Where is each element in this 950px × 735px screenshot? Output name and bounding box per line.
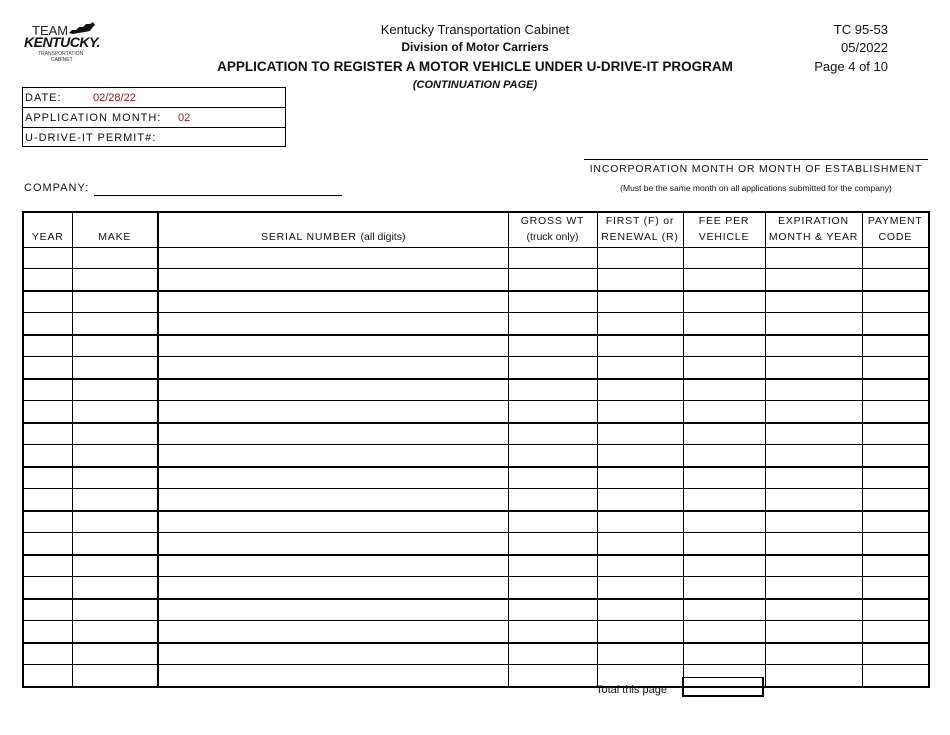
- application-month-label: APPLICATION MONTH:: [25, 112, 162, 124]
- payment-code-cell[interactable]: [862, 247, 929, 269]
- fee-cell[interactable]: [683, 269, 765, 291]
- make-header: MAKE: [72, 212, 158, 247]
- expiration-cell[interactable]: [765, 621, 862, 643]
- expiration-cell[interactable]: [765, 401, 862, 423]
- first-renewal-cell[interactable]: [597, 621, 683, 643]
- first-renewal-cell[interactable]: [597, 511, 683, 533]
- fee-cell[interactable]: [683, 313, 765, 335]
- gross-weight-cell[interactable]: [508, 511, 597, 533]
- table-row: [23, 247, 929, 269]
- make-cell[interactable]: [72, 665, 158, 687]
- serial-number-cell[interactable]: [158, 423, 508, 445]
- fee-cell[interactable]: [683, 533, 765, 555]
- make-cell[interactable]: [72, 445, 158, 467]
- payment-code-cell[interactable]: [862, 291, 929, 313]
- serial-number-cell[interactable]: [158, 313, 508, 335]
- fee-cell[interactable]: [683, 643, 765, 665]
- gross-weight-cell[interactable]: [508, 401, 597, 423]
- year-cell[interactable]: [23, 621, 72, 643]
- gross-weight-cell[interactable]: [508, 555, 597, 577]
- expiration-cell[interactable]: [765, 445, 862, 467]
- table-row: [23, 599, 929, 621]
- make-cell[interactable]: [72, 489, 158, 511]
- vehicle-table: [22, 211, 930, 688]
- payment-code-cell[interactable]: [862, 621, 929, 643]
- serial-number-cell[interactable]: [158, 643, 508, 665]
- expiration-cell[interactable]: [765, 379, 862, 401]
- date-field[interactable]: 02/28/22: [93, 92, 136, 104]
- table-row: [23, 665, 929, 687]
- payment-code-cell[interactable]: [862, 489, 929, 511]
- table-row: [23, 555, 929, 577]
- table-row: [23, 445, 929, 467]
- year-cell[interactable]: [23, 489, 72, 511]
- gross-weight-cell[interactable]: [508, 269, 597, 291]
- first-renewal-cell[interactable]: [597, 357, 683, 379]
- gross-weight-cell[interactable]: [508, 423, 597, 445]
- first-renewal-cell[interactable]: [597, 445, 683, 467]
- table-row: [23, 357, 929, 379]
- date-label: DATE:: [25, 92, 62, 104]
- agency-name: Kentucky Transportation Cabinet: [380, 22, 570, 37]
- first-renewal-cell[interactable]: [597, 291, 683, 313]
- payment-code-cell[interactable]: [862, 357, 929, 379]
- payment-code-cell[interactable]: [862, 577, 929, 599]
- payment-code-cell[interactable]: [862, 313, 929, 335]
- year-cell[interactable]: [23, 533, 72, 555]
- year-cell[interactable]: [23, 335, 72, 357]
- page-indicator: Page 4 of 10: [814, 59, 888, 74]
- payment-code-cell[interactable]: [862, 269, 929, 291]
- year-cell[interactable]: [23, 247, 72, 269]
- year-cell[interactable]: [23, 291, 72, 313]
- gross-weight-cell[interactable]: [508, 247, 597, 269]
- first-renewal-cell[interactable]: [597, 379, 683, 401]
- total-this-page-field[interactable]: [682, 677, 764, 697]
- serial-number-cell[interactable]: [158, 357, 508, 379]
- payment-code-cell[interactable]: [862, 665, 929, 687]
- first-renewal-cell[interactable]: [597, 269, 683, 291]
- make-cell[interactable]: [72, 313, 158, 335]
- payment-code-cell[interactable]: [862, 467, 929, 489]
- gross-weight-cell[interactable]: [508, 467, 597, 489]
- expiration-cell[interactable]: [765, 357, 862, 379]
- company-field[interactable]: [94, 195, 342, 196]
- fee-cell[interactable]: [683, 357, 765, 379]
- table-row: [23, 577, 929, 599]
- fee-cell[interactable]: [683, 401, 765, 423]
- expiration-cell[interactable]: [765, 599, 862, 621]
- expiration-cell[interactable]: [765, 313, 862, 335]
- serial-number-cell[interactable]: [158, 555, 508, 577]
- payment-code-cell[interactable]: [862, 445, 929, 467]
- gross-weight-cell[interactable]: [508, 291, 597, 313]
- year-cell[interactable]: [23, 665, 72, 687]
- logo-team-text: TEAM: [32, 23, 69, 38]
- first-renewal-cell[interactable]: [597, 533, 683, 555]
- first-renewal-cell[interactable]: [597, 599, 683, 621]
- serial-number-cell[interactable]: [158, 291, 508, 313]
- logo-transportation-text: TRANSPORTATION: [38, 51, 84, 57]
- payment-code-cell[interactable]: [862, 599, 929, 621]
- year-cell[interactable]: [23, 511, 72, 533]
- first-renewal-cell[interactable]: [597, 467, 683, 489]
- gross-weight-cell[interactable]: [508, 335, 597, 357]
- table-row: [23, 401, 929, 423]
- make-cell[interactable]: [72, 247, 158, 269]
- year-cell[interactable]: [23, 313, 72, 335]
- first-renewal-cell[interactable]: [597, 423, 683, 445]
- fee-per-vehicle-header: FEE PER VEHICLE: [683, 212, 765, 247]
- serial-number-cell[interactable]: [158, 599, 508, 621]
- serial-number-cell[interactable]: [158, 379, 508, 401]
- table-row: [23, 423, 929, 445]
- form-title: APPLICATION TO REGISTER A MOTOR VEHICLE UNDER U-DRIVE-IT PROGRAM: [217, 59, 733, 74]
- table-row: [23, 291, 929, 313]
- serial-number-cell[interactable]: [158, 247, 508, 269]
- make-cell[interactable]: [72, 423, 158, 445]
- expiration-cell[interactable]: [765, 577, 862, 599]
- permit-label: U-DRIVE-IT PERMIT#:: [25, 132, 157, 144]
- serial-number-header: SERIAL NUMBER (all digits): [158, 212, 508, 247]
- fee-cell[interactable]: [683, 467, 765, 489]
- form-subtitle: (CONTINUATION PAGE): [412, 79, 538, 91]
- payment-code-cell[interactable]: [862, 335, 929, 357]
- date-row[interactable]: [23, 88, 285, 108]
- payment-code-cell[interactable]: [862, 533, 929, 555]
- form-revision: 05/2022: [841, 40, 888, 55]
- company-label: COMPANY:: [24, 182, 90, 194]
- gross-weight-cell[interactable]: [508, 379, 597, 401]
- make-cell[interactable]: [72, 401, 158, 423]
- fee-cell[interactable]: [683, 621, 765, 643]
- gross-weight-cell[interactable]: [508, 599, 597, 621]
- first-renewal-header: FIRST (F) or RENEWAL (R): [597, 212, 683, 247]
- fee-cell[interactable]: [683, 489, 765, 511]
- expiration-cell[interactable]: [765, 489, 862, 511]
- fee-cell[interactable]: [683, 379, 765, 401]
- serial-number-cell[interactable]: [158, 665, 508, 687]
- fee-cell[interactable]: [683, 511, 765, 533]
- gross-weight-cell[interactable]: [508, 621, 597, 643]
- first-renewal-cell[interactable]: [597, 313, 683, 335]
- payment-code-cell[interactable]: [862, 423, 929, 445]
- expiration-cell[interactable]: [765, 423, 862, 445]
- first-renewal-cell[interactable]: [597, 247, 683, 269]
- make-cell[interactable]: [72, 467, 158, 489]
- first-renewal-cell[interactable]: [597, 577, 683, 599]
- table-row: [23, 643, 929, 665]
- serial-number-cell[interactable]: [158, 577, 508, 599]
- year-cell[interactable]: [23, 423, 72, 445]
- serial-number-cell[interactable]: [158, 269, 508, 291]
- first-renewal-cell[interactable]: [597, 335, 683, 357]
- make-cell[interactable]: [72, 379, 158, 401]
- year-cell[interactable]: [23, 555, 72, 577]
- gross-weight-cell[interactable]: [508, 533, 597, 555]
- make-cell[interactable]: [72, 643, 158, 665]
- table-row: [23, 269, 929, 291]
- logo-cabinet-text: CABINET: [51, 57, 73, 63]
- year-cell[interactable]: [23, 401, 72, 423]
- make-cell[interactable]: [72, 621, 158, 643]
- fee-cell[interactable]: [683, 555, 765, 577]
- make-cell[interactable]: [72, 599, 158, 621]
- make-cell[interactable]: [72, 577, 158, 599]
- make-cell[interactable]: [72, 269, 158, 291]
- gross-weight-cell[interactable]: [508, 313, 597, 335]
- total-this-page-label: Total this page: [596, 684, 667, 696]
- fee-cell[interactable]: [683, 335, 765, 357]
- gross-weight-cell[interactable]: [508, 445, 597, 467]
- expiration-cell[interactable]: [765, 643, 862, 665]
- payment-code-cell[interactable]: [862, 555, 929, 577]
- serial-number-cell[interactable]: [158, 533, 508, 555]
- gross-weight-cell[interactable]: [508, 489, 597, 511]
- year-cell[interactable]: [23, 577, 72, 599]
- table-row: [23, 467, 929, 489]
- year-header: YEAR: [23, 212, 72, 247]
- expiration-cell[interactable]: [765, 335, 862, 357]
- first-renewal-cell[interactable]: [597, 489, 683, 511]
- first-renewal-cell[interactable]: [597, 401, 683, 423]
- expiration-cell[interactable]: [765, 291, 862, 313]
- gross-weight-cell[interactable]: [508, 665, 597, 687]
- table-header-row: [23, 212, 929, 247]
- fee-cell[interactable]: [683, 423, 765, 445]
- expiration-cell[interactable]: [765, 555, 862, 577]
- serial-number-cell[interactable]: [158, 467, 508, 489]
- gross-weight-header: GROSS WT (truck only): [508, 212, 597, 247]
- table-row: [23, 335, 929, 357]
- expiration-cell[interactable]: [765, 247, 862, 269]
- fee-cell[interactable]: [683, 577, 765, 599]
- first-renewal-cell[interactable]: [597, 643, 683, 665]
- serial-number-cell[interactable]: [158, 621, 508, 643]
- gross-weight-cell[interactable]: [508, 643, 597, 665]
- year-cell[interactable]: [23, 467, 72, 489]
- expiration-cell[interactable]: [765, 665, 862, 687]
- fee-cell[interactable]: [683, 247, 765, 269]
- serial-number-cell[interactable]: [158, 445, 508, 467]
- serial-number-cell[interactable]: [158, 489, 508, 511]
- table-row: [23, 379, 929, 401]
- make-cell[interactable]: [72, 533, 158, 555]
- table-row: [23, 621, 929, 643]
- serial-number-cell[interactable]: [158, 335, 508, 357]
- incorporation-note: (Must be the same month on all applications submitted for the company): [620, 183, 892, 193]
- payment-code-cell[interactable]: [862, 401, 929, 423]
- form-number: TC 95-53: [833, 22, 888, 37]
- expiration-cell[interactable]: [765, 511, 862, 533]
- incorporation-month-field[interactable]: INCORPORATION MONTH OR MONTH OF ESTABLISHMENT: [584, 159, 928, 175]
- payment-code-cell[interactable]: [862, 511, 929, 533]
- table-row: [23, 489, 929, 511]
- application-month-field[interactable]: 02: [178, 112, 191, 124]
- fee-cell[interactable]: [683, 599, 765, 621]
- permit-row[interactable]: [23, 128, 285, 148]
- expiration-cell[interactable]: [765, 533, 862, 555]
- year-cell[interactable]: [23, 445, 72, 467]
- payment-code-header: PAYMENT CODE: [862, 212, 929, 247]
- serial-number-cell[interactable]: [158, 401, 508, 423]
- gross-weight-cell[interactable]: [508, 577, 597, 599]
- year-cell[interactable]: [23, 643, 72, 665]
- application-info-box: [22, 87, 286, 147]
- make-cell[interactable]: [72, 291, 158, 313]
- table-row: [23, 313, 929, 335]
- serial-number-cell[interactable]: [158, 511, 508, 533]
- expiration-cell[interactable]: [765, 269, 862, 291]
- expiration-header: EXPIRATION MONTH & YEAR: [765, 212, 862, 247]
- table-row: [23, 533, 929, 555]
- make-cell[interactable]: [72, 357, 158, 379]
- expiration-cell[interactable]: [765, 467, 862, 489]
- first-renewal-cell[interactable]: [597, 555, 683, 577]
- fee-cell[interactable]: [683, 445, 765, 467]
- payment-code-cell[interactable]: [862, 643, 929, 665]
- division-name: Division of Motor Carriers: [401, 40, 549, 54]
- application-month-row[interactable]: [23, 108, 285, 128]
- year-cell[interactable]: [23, 379, 72, 401]
- make-cell[interactable]: [72, 555, 158, 577]
- payment-code-cell[interactable]: [862, 379, 929, 401]
- table-row: [23, 511, 929, 533]
- year-cell[interactable]: [23, 269, 72, 291]
- logo-kentucky-text: KENTUCKY.: [24, 34, 100, 50]
- make-cell[interactable]: [72, 335, 158, 357]
- year-cell[interactable]: [23, 357, 72, 379]
- fee-cell[interactable]: [683, 291, 765, 313]
- year-cell[interactable]: [23, 599, 72, 621]
- gross-weight-cell[interactable]: [508, 357, 597, 379]
- make-cell[interactable]: [72, 511, 158, 533]
